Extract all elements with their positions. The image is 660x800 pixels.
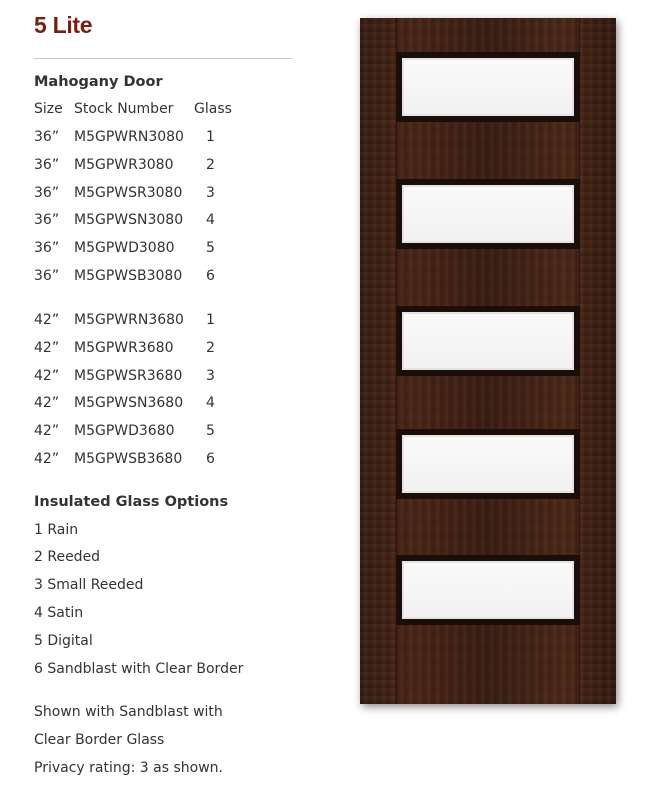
cell-stock-number: M5GPWR3080: [74, 157, 174, 173]
glass-option-item: 3 Small Reeded: [34, 577, 144, 593]
glass-panel: [402, 435, 574, 493]
cell-size: 42”: [34, 340, 60, 356]
cell-size: 42”: [34, 395, 60, 411]
glass-lite: [396, 52, 580, 122]
cell-size: 42”: [34, 368, 60, 384]
cell-glass: 3: [206, 185, 215, 201]
glass-option-item: 1 Rain: [34, 522, 79, 538]
column-header-size: Size: [34, 101, 63, 117]
cell-stock-number: M5GPWSB3680: [74, 451, 183, 467]
cell-stock-number: M5GPWSR3080: [74, 185, 183, 201]
cell-size: 36”: [34, 129, 60, 145]
cell-size: 36”: [34, 240, 60, 256]
glass-lite: [396, 306, 580, 376]
cell-stock-number: M5GPWD3680: [74, 423, 175, 439]
cell-size: 36”: [34, 212, 60, 228]
door-image: [360, 18, 616, 704]
glass-options-heading: Insulated Glass Options: [34, 494, 229, 510]
cell-glass: 4: [206, 212, 215, 228]
glass-option-item: 6 Sandblast with Clear Border: [34, 661, 244, 677]
cell-size: 36”: [34, 185, 60, 201]
cell-glass: 6: [206, 451, 215, 467]
cell-stock-number: M5GPWR3680: [74, 340, 174, 356]
column-header-glass: Glass: [194, 101, 232, 117]
glass-lite: [396, 179, 580, 249]
cell-glass: 1: [206, 312, 215, 328]
column-header-stock: Stock Number: [74, 101, 174, 117]
cell-glass: 2: [206, 340, 215, 356]
cell-stock-number: M5GPWRN3080: [74, 129, 184, 145]
page-title: 5 Lite: [34, 12, 93, 38]
cell-stock-number: M5GPWSN3080: [74, 212, 184, 228]
glass-lite: [396, 555, 580, 625]
cell-stock-number: M5GPWSN3680: [74, 395, 184, 411]
title-divider: [34, 58, 292, 59]
privacy-rating: Privacy rating: 3 as shown.: [34, 760, 223, 776]
glass-panel: [402, 185, 574, 243]
cell-stock-number: M5GPWSR3680: [74, 368, 183, 384]
cell-size: 42”: [34, 451, 60, 467]
section-heading: Mahogany Door: [34, 74, 163, 90]
glass-lite: [396, 429, 580, 499]
glass-panel: [402, 561, 574, 619]
cell-glass: 5: [206, 423, 215, 439]
note-line: Shown with Sandblast with: [34, 704, 223, 720]
cell-stock-number: M5GPWSB3080: [74, 268, 183, 284]
cell-stock-number: M5GPWD3080: [74, 240, 175, 256]
glass-panel: [402, 312, 574, 370]
door-right-stile: [579, 18, 616, 704]
glass-option-item: 2 Reeded: [34, 549, 101, 565]
cell-size: 42”: [34, 423, 60, 439]
cell-size: 42”: [34, 312, 60, 328]
door-left-stile: [360, 18, 397, 704]
glass-option-item: 5 Digital: [34, 633, 93, 649]
cell-glass: 5: [206, 240, 215, 256]
glass-panel: [402, 58, 574, 116]
note-line: Clear Border Glass: [34, 732, 165, 748]
cell-glass: 3: [206, 368, 215, 384]
cell-size: 36”: [34, 157, 60, 173]
cell-size: 36”: [34, 268, 60, 284]
cell-glass: 1: [206, 129, 215, 145]
cell-glass: 2: [206, 157, 215, 173]
cell-glass: 4: [206, 395, 215, 411]
glass-option-item: 4 Satin: [34, 605, 84, 621]
cell-stock-number: M5GPWRN3680: [74, 312, 184, 328]
cell-glass: 6: [206, 268, 215, 284]
